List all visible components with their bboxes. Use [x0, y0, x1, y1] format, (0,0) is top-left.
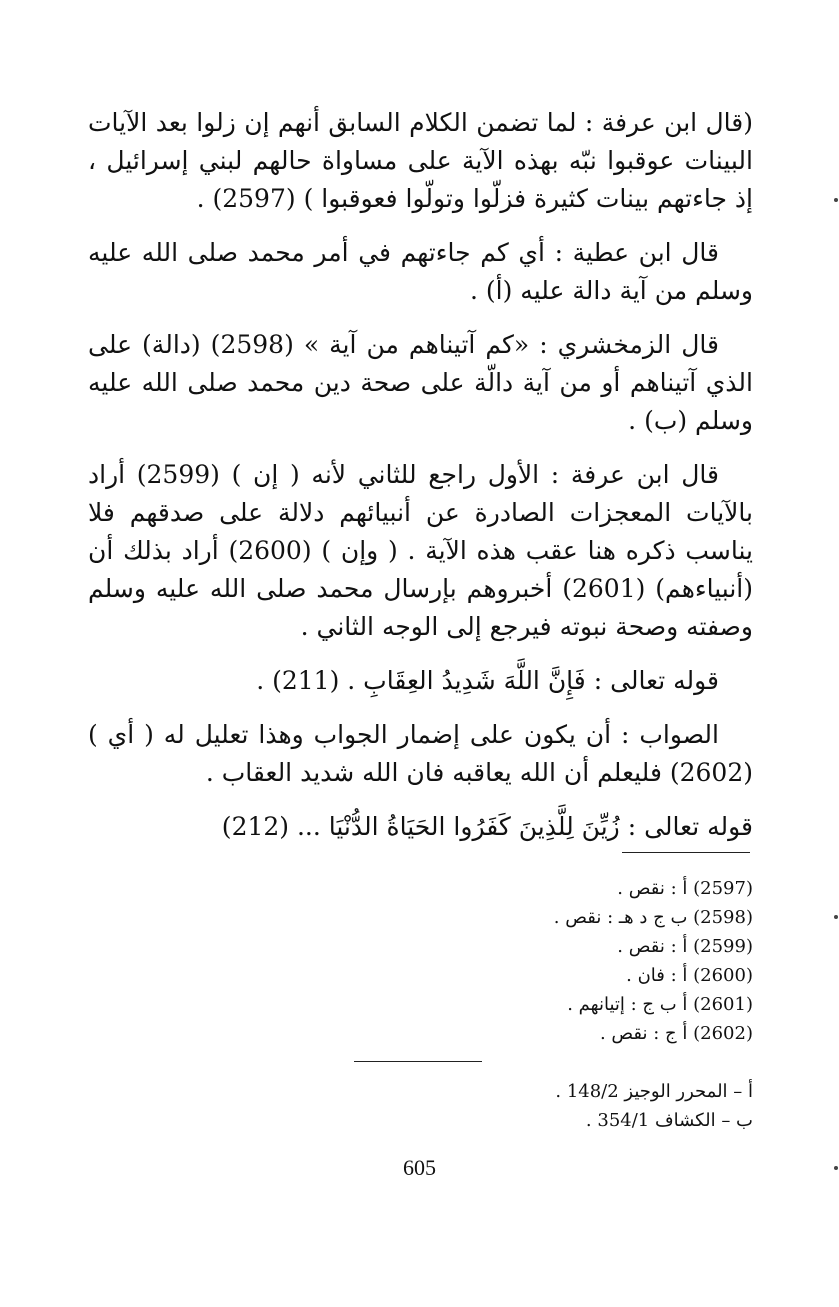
footnote-divider	[622, 852, 750, 853]
paragraph-ibn-atiyya: قال ابن عطية : أي كم جاءتهم في أمر محمد صلى الله عليه وسلم من آية دالة عليه (أ) .	[88, 238, 753, 305]
scan-edge-mark	[834, 1166, 838, 1170]
scan-edge-mark	[834, 198, 838, 202]
footnote-2599: (2599) أ : نقص .	[617, 936, 753, 957]
source-references	[333, 1077, 753, 1135]
sources-divider	[354, 1061, 482, 1062]
scan-edge-mark	[834, 915, 838, 919]
page-number: 605	[403, 1155, 436, 1180]
paragraph-ibn-arafa-commentary: قال ابن عرفة : الأول راجع للثاني لأنه ( إن ) (2599) أراد بالآيات المعجزات الصادرة عن أنبيائهم دلالة على صدقهم فلا يناسب ذكره هنا عقب هذه الآية . ( وإن ) (2600) أراد بذلك أن (أنبياءهم) (2601) أخبروهم بإرسال محمد صلى الله عليه وسلم وصفته وصحة نبوته فيرجع إلى الوجه الثاني .	[88, 460, 754, 641]
footnote-2602: (2602) أ ج : نقص .	[599, 1023, 753, 1044]
footnote-2598: (2598) ب ج د هـ : نقص .	[553, 907, 753, 928]
verse-212: قوله تعالى : زُيِّنَ لِلَّذِينَ كَفَرُوا الحَيَاةُ الدُّنْيَا ... (212)	[221, 812, 753, 841]
main-text	[88, 104, 753, 862]
verse-211: قوله تعالى : فَإِنَّ اللَّهَ شَدِيدُ العِقَابِ . (211) .	[256, 666, 719, 695]
paragraph-sawab: الصواب : أن يكون على إضمار الجواب وهذا تعليل له ( أي ) (2602) فليعلم أن الله يعاقبه فان الله شديد العقاب .	[88, 720, 753, 787]
footnote-2597: (2597) أ : نقص .	[617, 878, 753, 899]
paragraph-zamakhshari: قال الزمخشري : «كم آتيناهم من آية » (2598) (دالة) على الذي آتيناهم أو من آية دالّة على صحة دين محمد صلى الله عليه وسلم (ب) .	[88, 330, 753, 435]
source-alif: أ – المحرر الوجيز 148/2 .	[555, 1081, 753, 1102]
footnotes	[333, 874, 753, 1048]
paragraph-ibn-arafa-intro: (قال ابن عرفة : لما تضمن الكلام السابق أنهم إن زلوا بعد الآيات البينات عوقبوا نبّه بهذه الآية على مساواة حالهم لبني إسرائيل ، إذ جاءتهم بينات كثيرة فزلّوا وتولّوا فعوقبوا ) (2597) .	[88, 108, 753, 213]
footnote-2601: (2601) أ ب ج : إتيانهم .	[567, 994, 753, 1015]
footnote-2600: (2600) أ : فان .	[626, 965, 753, 986]
source-ba: ب – الكشاف 354/1 .	[585, 1110, 753, 1131]
